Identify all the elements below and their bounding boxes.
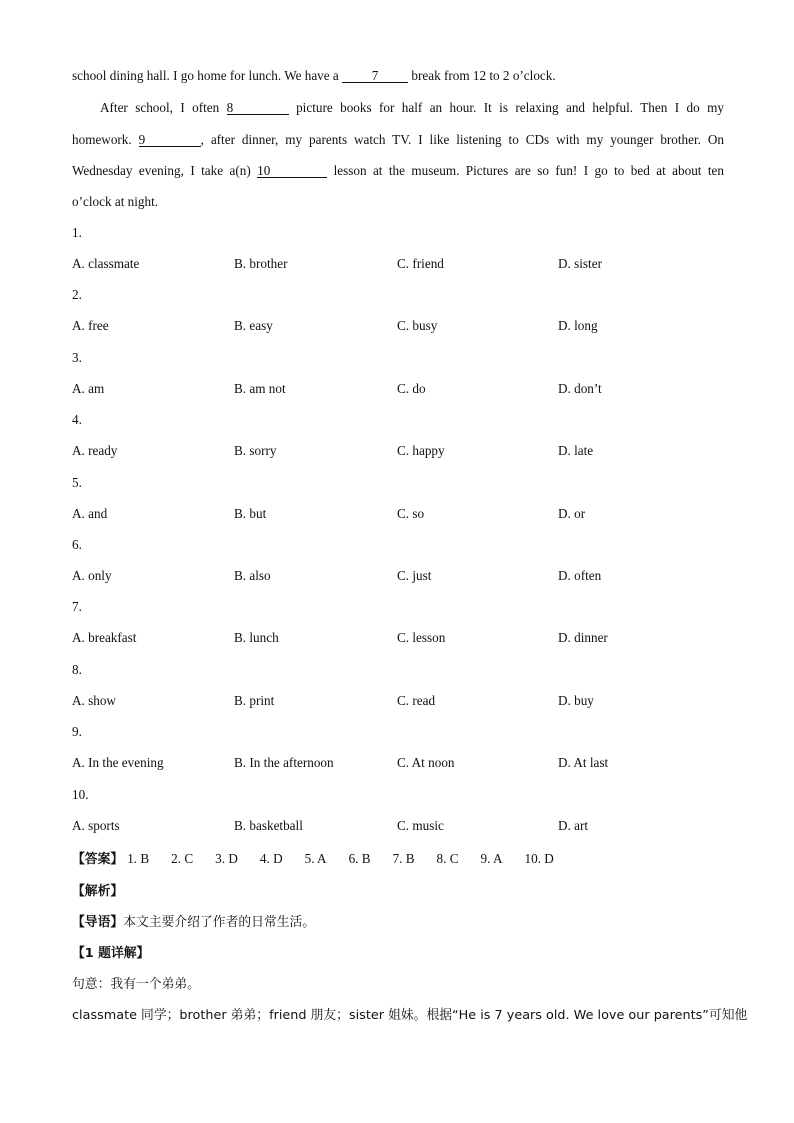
answer-item: 2. C (171, 851, 194, 866)
option-b: B. also (234, 568, 271, 583)
option-d: D. don’t (558, 381, 602, 396)
question-number: 8. (72, 662, 82, 677)
question-number: 7. (72, 599, 82, 614)
answer-item: 7. B (392, 851, 415, 866)
explanation-line: classmate 同学；brother 弟弟；friend 朋友；sister 姐妹。根据“He is 7 years old. We love our parents”可知他 (72, 1008, 748, 1023)
passage-line-1 (72, 68, 724, 84)
question-number: 1. (72, 225, 82, 240)
option-c: C. busy (397, 318, 438, 333)
option-c: C. do (397, 381, 426, 396)
intro-text: 本文主要介绍了作者的日常生活。 (123, 915, 316, 930)
detail-label: 【1 题详解】 (72, 946, 150, 961)
answer-item: 10. D (524, 851, 554, 866)
option-d: D. often (558, 568, 602, 583)
option-b: B. sorry (234, 443, 277, 458)
option-d: D. At last (558, 755, 609, 770)
option-c: C. read (397, 693, 436, 708)
option-b: B. lunch (234, 630, 279, 645)
option-b: B. brother (234, 256, 288, 271)
passage-text: homework. (72, 132, 139, 147)
passage-text: Wednesday evening, I take a(n) (72, 163, 258, 178)
blank-10: 10 (257, 164, 327, 178)
passage-text: school dining hall. I go home for lunch. We have a (72, 68, 343, 83)
blank-9: 9 (139, 133, 201, 147)
answer-line (72, 848, 724, 867)
answer-item: 8. C (436, 851, 459, 866)
option-a: A. show (72, 693, 116, 708)
option-b: B. In the afternoon (234, 755, 334, 770)
passage-text: picture books for half an hour. It is relaxing and helpful. Then I do my (288, 100, 724, 115)
option-c: C. friend (397, 256, 444, 271)
option-a: A. free (72, 318, 109, 333)
option-a: A. ready (72, 443, 118, 458)
passage-line-5: o’clock at night. (72, 194, 159, 209)
answer-item: 1. B (127, 851, 150, 866)
option-d: D. dinner (558, 630, 608, 645)
question-number: 6. (72, 537, 82, 552)
option-a: A. and (72, 506, 108, 521)
question-number: 4. (72, 412, 82, 427)
passage-line-4 (72, 163, 724, 179)
option-d: D. buy (558, 693, 594, 708)
option-d: D. sister (558, 256, 602, 271)
question-number: 10. (72, 787, 89, 802)
question-number: 3. (72, 350, 82, 365)
question-number: 9. (72, 724, 82, 739)
option-a: A. In the evening (72, 755, 164, 770)
option-a: A. breakfast (72, 630, 137, 645)
option-a: A. only (72, 568, 112, 583)
option-b: B. easy (234, 318, 273, 333)
option-c: C. lesson (397, 630, 446, 645)
answer-item: 5. A (304, 851, 327, 866)
option-b: B. print (234, 693, 275, 708)
intro-label: 【导语】 (72, 915, 124, 930)
passage-text: break from 12 to 2 o’clock. (408, 68, 556, 83)
option-d: D. art (558, 818, 589, 833)
passage-line-2 (100, 100, 724, 116)
passage-text: After school, I often (100, 100, 227, 115)
answer-item: 3. D (215, 851, 238, 866)
option-d: D. long (558, 318, 598, 333)
blank-8: 8 (227, 101, 289, 115)
option-b: B. but (234, 506, 267, 521)
answer-items (123, 851, 576, 866)
blank-7: 7 (342, 69, 408, 83)
option-d: D. or (558, 506, 586, 521)
option-c: C. music (397, 818, 444, 833)
analysis-label: 【解析】 (72, 884, 124, 899)
passage-text: , after dinner, my parents watch TV. I like listening to CDs with my younger brother. On (200, 132, 724, 147)
option-b: B. basketball (234, 818, 303, 833)
option-a: A. classmate (72, 256, 140, 271)
option-c: C. just (397, 568, 432, 583)
answer-label: 【答案】 (72, 852, 124, 867)
passage-text: lesson at the museum. Pictures are so fun! I go to bed at about ten (327, 163, 724, 178)
answer-item: 4. D (259, 851, 283, 866)
option-a: A. sports (72, 818, 120, 833)
meaning-line: 句意：我有一个弟弟。 (72, 977, 200, 992)
option-c: C. happy (397, 443, 445, 458)
option-b: B. am not (234, 381, 286, 396)
question-number: 2. (72, 287, 82, 302)
option-a: A. am (72, 381, 105, 396)
answer-item: 6. B (348, 851, 371, 866)
answer-item: 9. A (480, 851, 503, 866)
option-d: D. late (558, 443, 594, 458)
question-number: 5. (72, 475, 82, 490)
option-c: C. so (397, 506, 425, 521)
passage-line-3 (72, 132, 724, 148)
option-c: C. At noon (397, 755, 455, 770)
intro-line (72, 911, 724, 930)
